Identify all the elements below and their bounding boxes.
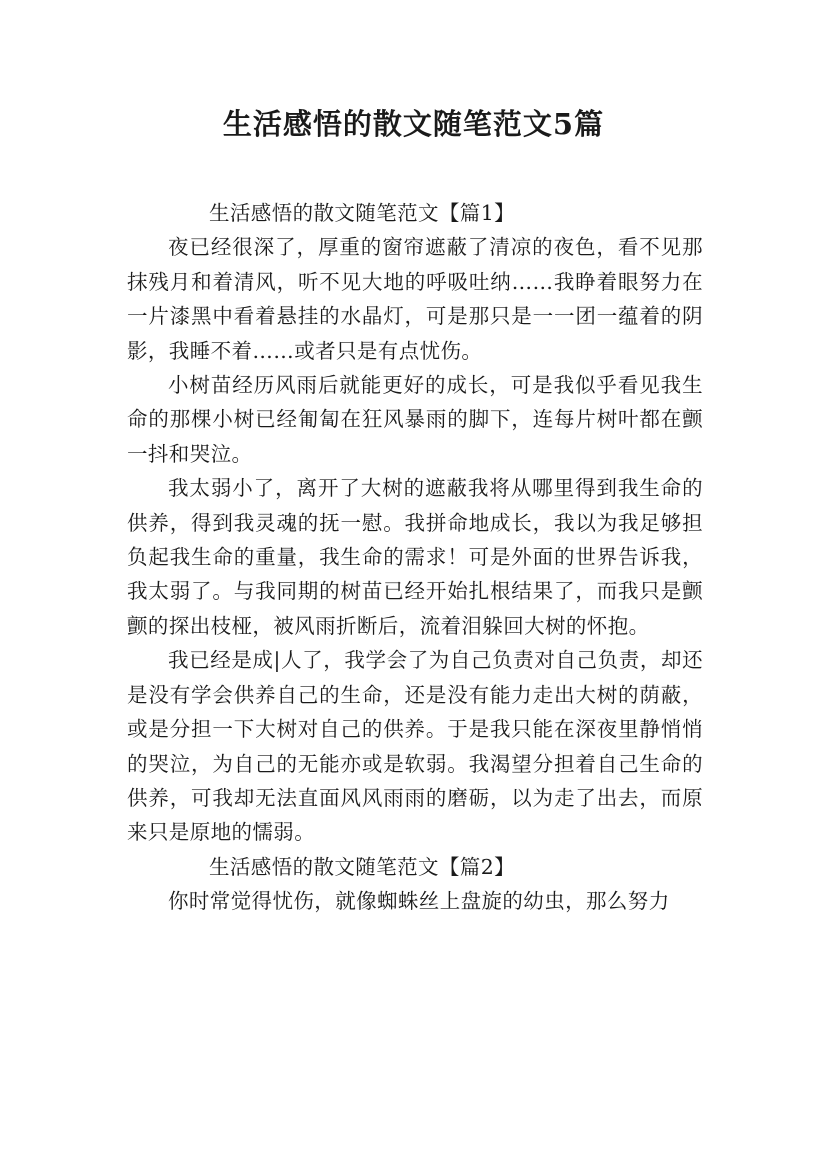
section-heading-2: 生活感悟的散文随笔范文【篇2】 bbox=[209, 854, 516, 879]
document-title: 生活感悟的散文随笔范文5篇 bbox=[222, 107, 605, 141]
paragraph: 我已经是成|人了，我学会了为自己负责对自己负责，却还是没有学会供养自己的生命，还是没有能力走出大树的荫蔽，或是分担一下大树对自己的供养。于是我只能在深夜里静悄悄的哭泣，为自己的无能亦或是软弱。我渴望分担着自己生命的供养，可我却无法直面风风雨雨的磨砺，以为走了出去，而原来只是原地的懦弱。 bbox=[127, 648, 703, 845]
paragraph: 夜已经很深了，厚重的窗帘遮蔽了清凉的夜色，看不见那抹残月和着清风，听不见大地的呼吸吐纳……我睁着眼努力在一片漆黑中看着悬挂的水晶灯，可是那只是一一团一蕴着的阴影，我睡不着……或者只是有点忧伤。 bbox=[127, 235, 703, 363]
paragraph: 小树苗经历风雨后就能更好的成长，可是我似乎看见我生命的那棵小树已经匍匐在狂风暴雨的脚下，连每片树叶都在颤一抖和哭泣。 bbox=[127, 373, 703, 466]
paragraph: 我太弱小了，离开了大树的遮蔽我将从哪里得到我生命的供养，得到我灵魂的抚一慰。我拼命地成长，我以为我足够担负起我生命的重量，我生命的需求！可是外面的世界告诉我，我太弱了。与我同期的树苗已经开始扎根结果了，而我只是颤颤的探出枝桠，被风雨折断后，流着泪躲回大树的怀抱。 bbox=[127, 476, 703, 638]
section-heading-1: 生活感悟的散文随笔范文【篇1】 bbox=[209, 201, 516, 225]
paragraph: 你时常觉得忧伤，就像蜘蛛丝上盘旋的幼虫，那么努力 bbox=[168, 889, 670, 914]
document-body bbox=[127, 196, 703, 919]
